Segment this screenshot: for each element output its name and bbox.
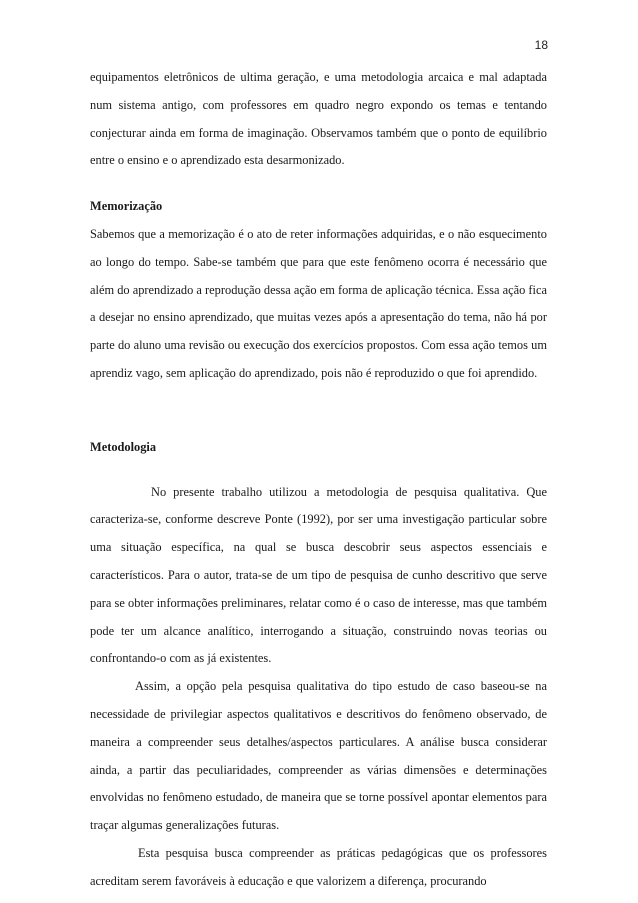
metodologia-heading: Metodologia [90,439,157,454]
metodologia-paragraph-2: Assim, a opção pela pesquisa qualitativa do tipo estudo de caso baseou-se na necessidade de privilegiar aspectos qualitativos e descritivos do fenômeno observado, de maneira a compreender seus detalhes/aspectos particulares. A análise busca considerar ainda, a partir das peculiaridades, compreender as várias dimensões e determinações envolvidas no fenômeno estudado, de maneira que se torne possível apontar elementos para traçar algumas generalizações futuras. [90,679,547,833]
page-content [90,64,547,896]
intro-paragraph: equipamentos eletrônicos de ultima geração, e uma metodologia arcaica e mal adaptada num sistema antigo, com professores em quadro negro expondo os temas e tentando conjecturar ainda em forma de imaginação. Observamos também que o ponto de equilíbrio entre o ensino e o aprendizado esta desarmonizado. [90,70,547,168]
section-spacer [90,462,547,479]
page-number: 18 [534,38,548,52]
metodologia-paragraph-3: Esta pesquisa busca compreender as práticas pedagógicas que os professores acreditam serem favoráveis à educação e que valorizem a diferença, procurando [90,845,547,888]
memorizacao-paragraph: Sabemos que a memorização é o ato de reter informações adquiridas, e o não esquecimento ao longo do tempo. Sabe-se também que para que este fenômeno ocorra é necessário que além do aprendizado a reprodução dessa ação em forma de aplicação técnica. Essa ação fica a desejar no ensino aprendizado, que muitas vezes após a apresentação do tema, não há por parte do aluno uma revisão ou execução dos exercícios propostos. Com essa ação temos um aprendiz vago, sem aplicação do aprendizado, pois não é reproduzido o que foi aprendido. [90,226,547,380]
memorizacao-heading: Memorização [90,199,163,214]
section-spacer [90,175,547,193]
metodologia-paragraph-1: No presente trabalho utilizou a metodologia de pesquisa qualitativa. Que caracteriza-se, conforme descreve Ponte (1992), por ser uma investigação particular sobre uma situação específica, na qual se busca descobrir seus aspectos essenciais e característicos. Para o autor, trata-se de um tipo de pesquisa de cunho descritivo que serve para se obter informações preliminares, relatar como é o caso de interesse, mas que também pode ter um alcance analítico, interrogando a situação, construindo novas teorias ou confrontando-o com as já existentes. [90,484,547,666]
section-spacer [90,388,547,434]
